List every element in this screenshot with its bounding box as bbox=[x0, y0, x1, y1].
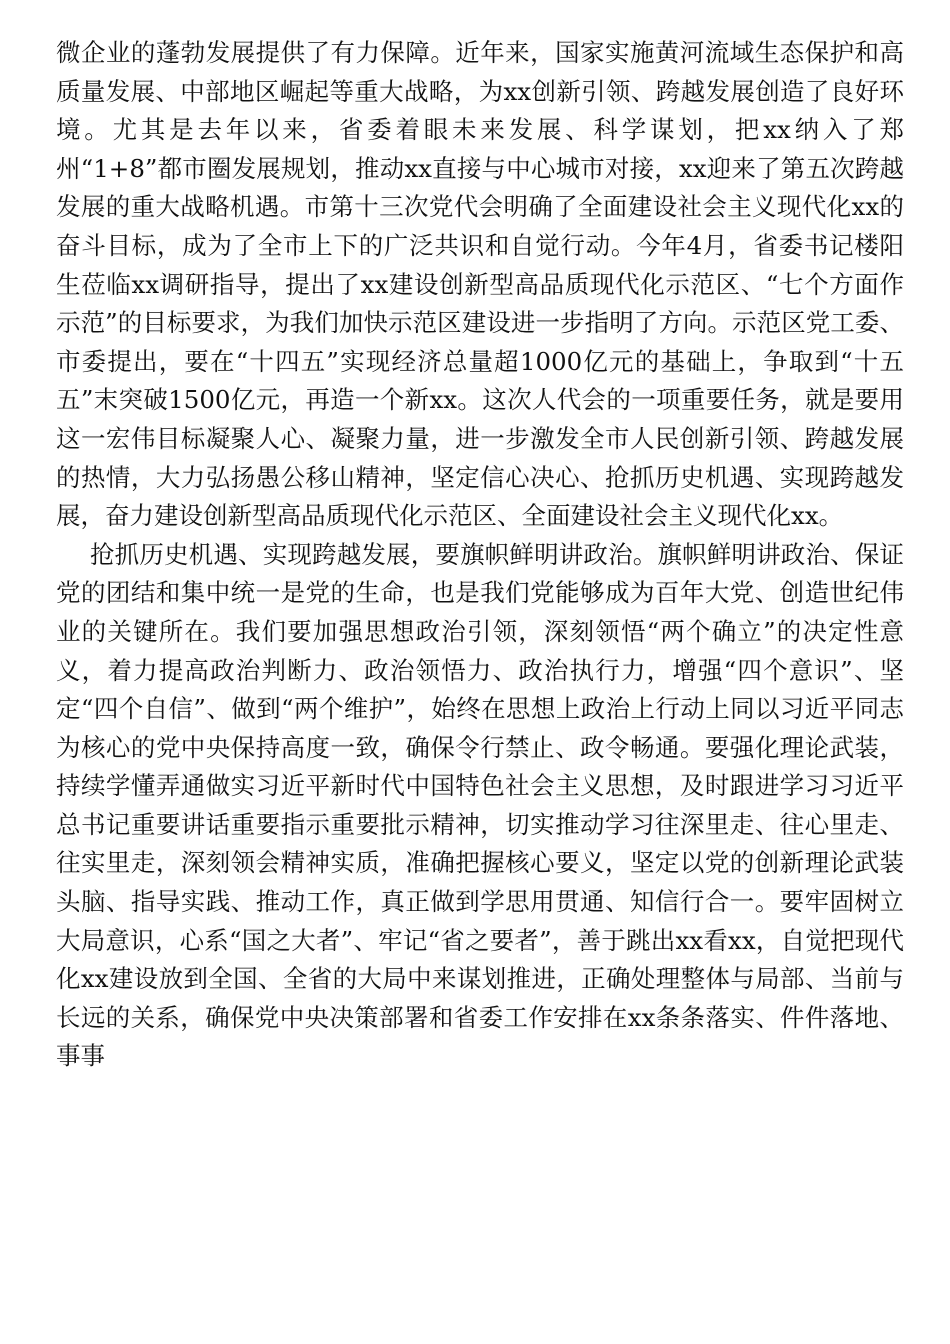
paragraph-continuation: 微企业的蓬勃发展提供了有力保障。近年来，国家实施黄河流域生态保护和高质量发展、中部地区崛起等重大战略，为xx创新引领、跨越发展创造了良好环境。尤其是去年以来，省委着眼未来发展、科学谋划，把xx纳入了郑州“1+8”都市圈发展规划，推动xx直接与中心城市对接，xx迎来了第五次跨越发展的重大战略机遇。市第十三次党代会明确了全面建设社会主义现代化xx的奋斗目标，成为了全市上下的广泛共识和自觉行动。今年4月，省委书记楼阳生莅临xx调研指导，提出了xx建设创新型高品质现代化示范区、“七个方面作示范”的目标要求，为我们加快示范区建设进一步指明了方向。示范区党工委、市委提出，要在“十四五”实现经济总量超1000亿元的基础上，争取到“十五五”末突破1500亿元，再造一个新xx。这次人代会的一项重要任务，就是要用这一宏伟目标凝聚人心、凝聚力量，进一步激发全市人民创新引领、跨越发展的热情，大力弘扬愚公移山精神，坚定信心决心、抢抓历史机遇、实现跨越发展，奋力建设创新型高品质现代化示范区、全面建设社会主义现代化xx。 bbox=[56, 38, 904, 531]
paragraph-political-stance: 抢抓历史机遇、实现跨越发展，要旗帜鲜明讲政治。旗帜鲜明讲政治、保证党的团结和集中统一是党的生命，也是我们党能够成为百年大党、创造世纪伟业的关键所在。我们要加强思想政治引领，深刻领悟“两个确立”的决定性意义，着力提高政治判断力、政治领悟力、政治执行力，增强“四个意识”、坚定“四个自信”、做到“两个维护”，始终在思想上政治上行动上同以习近平同志为核心的党中央保持高度一致，确保令行禁止、政令畅通。要强化理论武装，持续学懂弄通做实习近平新时代中国特色社会主义思想，及时跟进学习习近平总书记重要讲话重要指示重要批示精神，切实推动学习往深里走、往心里走、往实里走，深刻领会精神实质，准确把握核心要义，坚定以党的创新理论武装头脑、指导实践、推动工作，真正做到学思用贯通、知信行合一。要牢固树立大局意识，心系“国之大者”、牢记“省之要者”，善于跳出xx看xx，自觉把现代化xx建设放到全国、全省的大局中来谋划推进，正确处理整体与局部、当前与长远的关系，确保党中央决策部署和省委工作安排在xx条条落实、件件落地、事事 bbox=[56, 539, 904, 1071]
document-page bbox=[56, 34, 904, 1076]
